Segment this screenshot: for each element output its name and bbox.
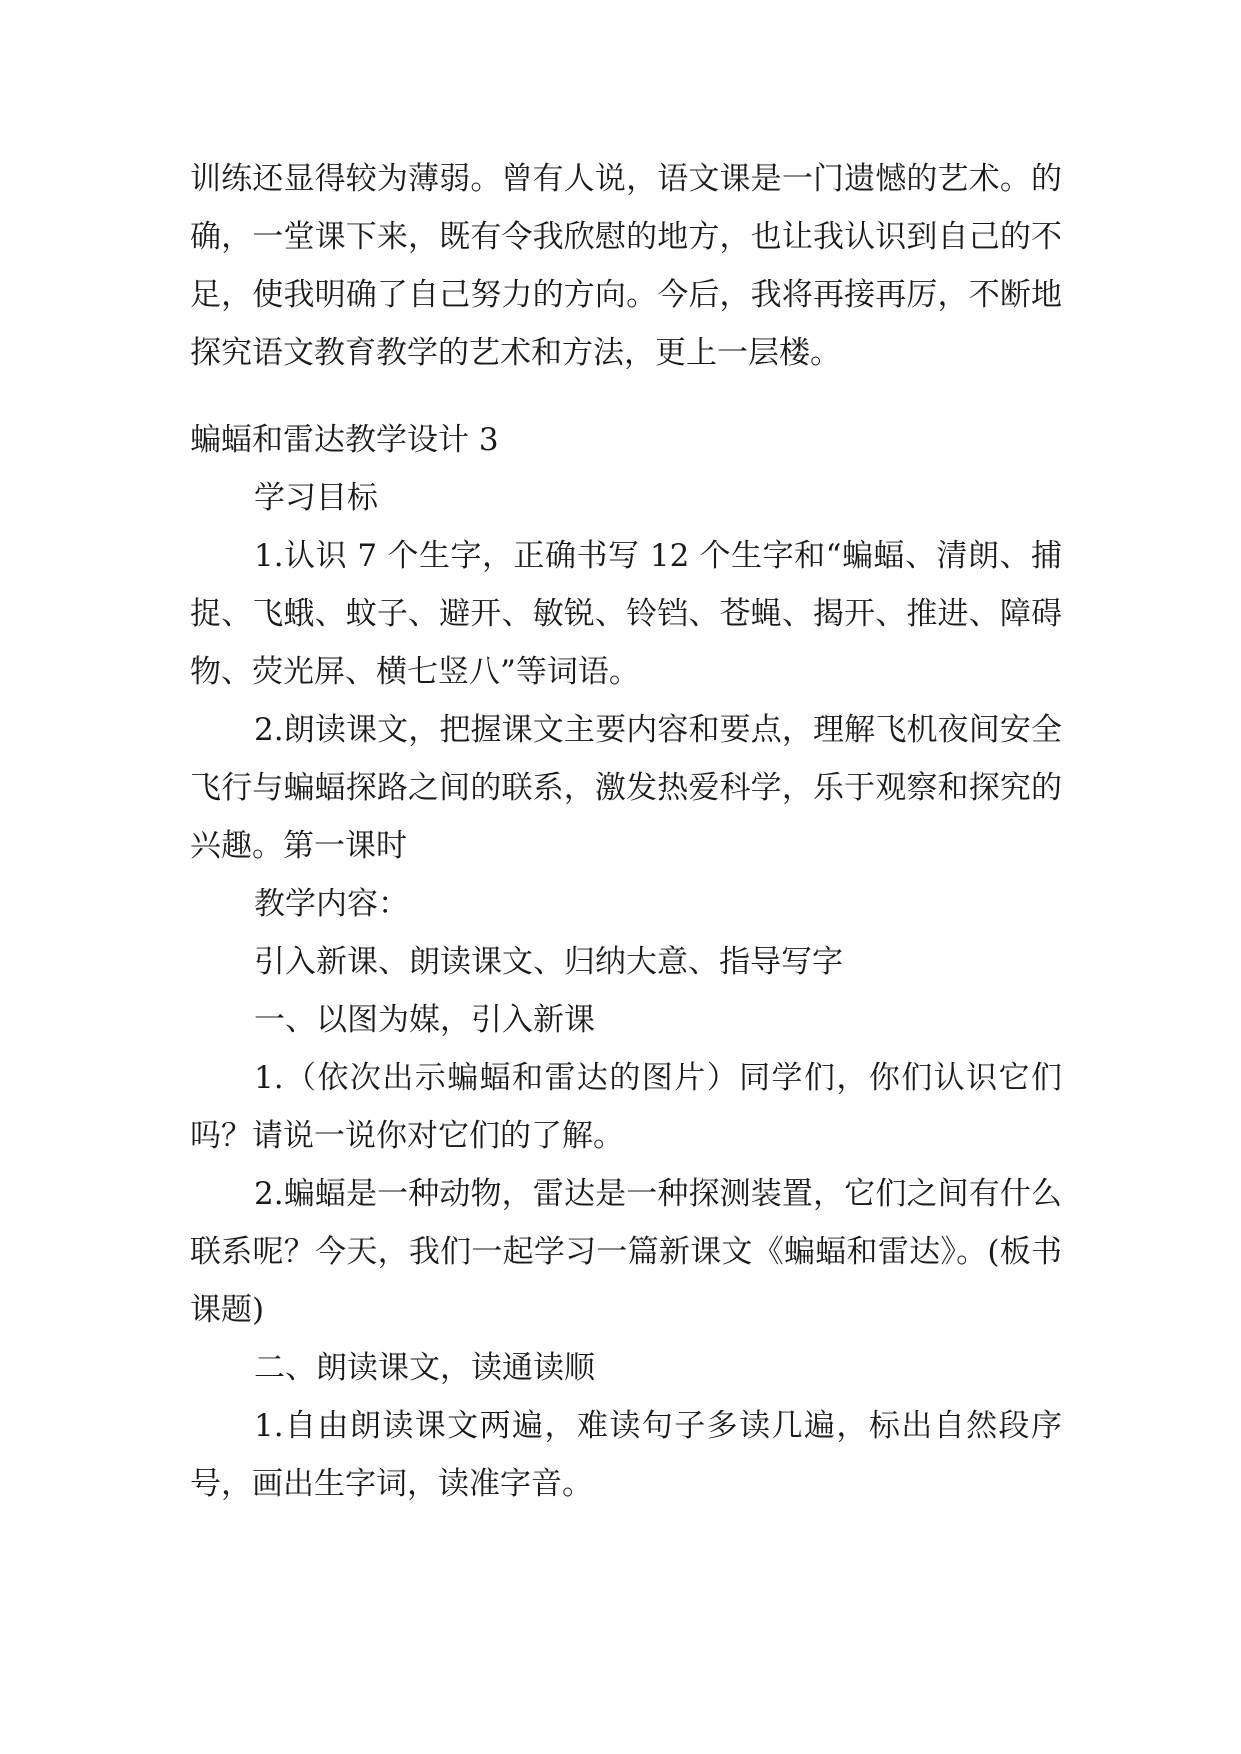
section-title: 蝙蝠和雷达教学设计 3 <box>190 422 499 458</box>
section-spacer <box>190 382 1062 411</box>
step-1-item-2: 2.蝙蝠是一种动物，雷达是一种探测装置，它们之间有什么联系呢？今天，我们一起学习一篇新课文《蝙蝠和雷达》。(板书课题) <box>190 1176 1062 1328</box>
heading-teaching-content: 教学内容： <box>254 886 409 922</box>
goal-item-2: 2.朗读课文，把握课文主要内容和要点，理解飞机夜间安全飞行与蝙蝠探路之间的联系，激发热爱科学，乐于观察和探究的兴趣。第一课时 <box>190 712 1062 864</box>
goal-item-1: 1.认识 7 个生字，正确书写 12 个生字和“蝙蝠、清朗、捕捉、飞蛾、蚊子、避开、敏锐、铃铛、苍蝇、揭开、推进、障碍物、荧光屏、横七竖八”等词语。 <box>190 538 1062 690</box>
step-1-item-1: 1.（依次出示蝙蝠和雷达的图片）同学们，你们认识它们吗？请说一说你对它们的了解。 <box>190 1060 1062 1154</box>
step-2-item-1: 1.自由朗读课文两遍，难读句子多读几遍，标出自然段序号，画出生字词，读准字音。 <box>190 1408 1062 1502</box>
document-page <box>190 150 1062 1513</box>
step-heading-1: 一、以图为媒，引入新课 <box>254 1002 595 1038</box>
heading-learning-goals: 学习目标 <box>254 480 378 516</box>
teaching-content-text: 引入新课、朗读课文、归纳大意、指导写字 <box>254 944 843 980</box>
intro-paragraph: 训练还显得较为薄弱。曾有人说，语文课是一门遗憾的艺术。的确，一堂课下来，既有令我欣慰的地方，也让我认识到自己的不足，使我明确了自己努力的方向。今后，我将再接再厉，不断地探究语文教育教学的艺术和方法，更上一层楼。 <box>190 161 1062 371</box>
step-heading-2: 二、朗读课文，读通读顺 <box>254 1350 595 1386</box>
